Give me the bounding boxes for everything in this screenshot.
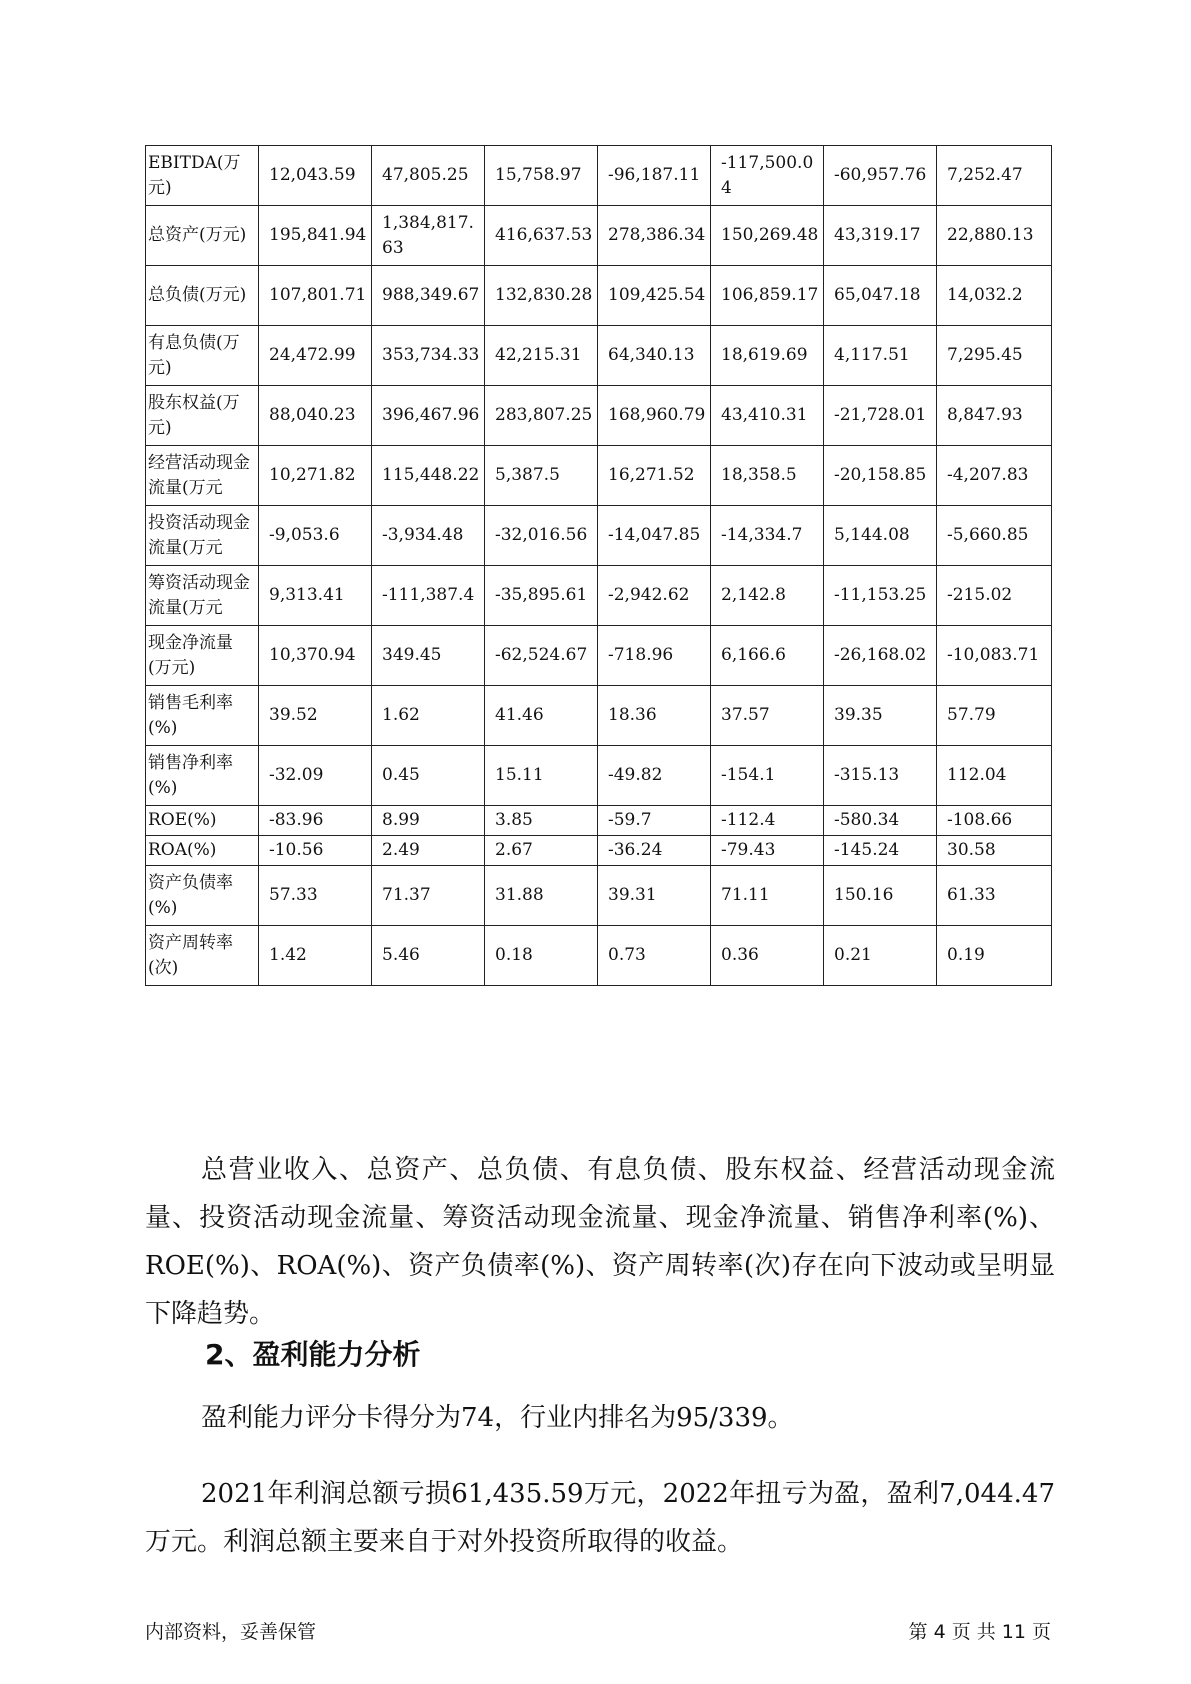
table-cell: -14,334.7 xyxy=(711,506,824,566)
table-cell: 2.49 xyxy=(372,836,485,866)
table-cell: 4,117.51 xyxy=(824,326,937,386)
profit-paragraph: 2021年利润总额亏损61,435.59万元，2022年扭亏为盈，盈利7,044.47万元。利润总额主要来自于对外投资所取得的收益。 xyxy=(145,1479,1055,1557)
table-cell: 115,448.22 xyxy=(372,446,485,506)
table-cell: -4,207.83 xyxy=(937,446,1052,506)
table-cell: -62,524.67 xyxy=(485,626,598,686)
table-cell: -145.24 xyxy=(824,836,937,866)
row-label: EBITDA(万元) xyxy=(146,146,259,206)
table-row xyxy=(146,836,1052,866)
section-heading: 2、盈利能力分析 xyxy=(205,1338,421,1371)
table-cell: 2.67 xyxy=(485,836,598,866)
table-cell: 416,637.53 xyxy=(485,206,598,266)
table-cell: -60,957.76 xyxy=(824,146,937,206)
table-cell: 278,386.34 xyxy=(598,206,711,266)
table-cell: -108.66 xyxy=(937,806,1052,836)
table-cell: 283,807.25 xyxy=(485,386,598,446)
table-cell: 7,252.47 xyxy=(937,146,1052,206)
table-cell: 10,271.82 xyxy=(259,446,372,506)
table-cell: 12,043.59 xyxy=(259,146,372,206)
table-cell: -49.82 xyxy=(598,746,711,806)
table-cell: -11,153.25 xyxy=(824,566,937,626)
table-row xyxy=(146,266,1052,326)
table-cell: -10.56 xyxy=(259,836,372,866)
table-cell: 988,349.67 xyxy=(372,266,485,326)
table-cell: 43,319.17 xyxy=(824,206,937,266)
row-label: 总资产(万元) xyxy=(146,206,259,266)
table-cell: 353,734.33 xyxy=(372,326,485,386)
table-cell: -9,053.6 xyxy=(259,506,372,566)
table-cell: -580.34 xyxy=(824,806,937,836)
table-row xyxy=(146,506,1052,566)
table-cell: 22,880.13 xyxy=(937,206,1052,266)
table-cell: 5,144.08 xyxy=(824,506,937,566)
table-cell: -154.1 xyxy=(711,746,824,806)
table-cell: 8,847.93 xyxy=(937,386,1052,446)
table-cell: 0.36 xyxy=(711,926,824,986)
table-cell: -5,660.85 xyxy=(937,506,1052,566)
table-cell: -59.7 xyxy=(598,806,711,836)
table-cell: 64,340.13 xyxy=(598,326,711,386)
table-cell: -35,895.61 xyxy=(485,566,598,626)
table-cell: -83.96 xyxy=(259,806,372,836)
table-cell: 88,040.23 xyxy=(259,386,372,446)
table-cell: 71.37 xyxy=(372,866,485,926)
table-cell: 1,384,817.63 xyxy=(372,206,485,266)
table-row xyxy=(146,866,1052,926)
table-cell: 109,425.54 xyxy=(598,266,711,326)
table-cell: 10,370.94 xyxy=(259,626,372,686)
table-cell: 0.45 xyxy=(372,746,485,806)
table-cell: -3,934.48 xyxy=(372,506,485,566)
table-cell: 39.35 xyxy=(824,686,937,746)
table-cell: 1.62 xyxy=(372,686,485,746)
table-cell: 24,472.99 xyxy=(259,326,372,386)
row-label: ROA(%) xyxy=(146,836,259,866)
table-cell: 107,801.71 xyxy=(259,266,372,326)
table-cell: 6,166.6 xyxy=(711,626,824,686)
table-cell: -96,187.11 xyxy=(598,146,711,206)
table-cell: 39.52 xyxy=(259,686,372,746)
table-cell: 0.73 xyxy=(598,926,711,986)
table-cell: -215.02 xyxy=(937,566,1052,626)
table-cell: 349.45 xyxy=(372,626,485,686)
table-cell: -26,168.02 xyxy=(824,626,937,686)
row-label: 资产负债率(%) xyxy=(146,866,259,926)
table-cell: 16,271.52 xyxy=(598,446,711,506)
table-cell: -79.43 xyxy=(711,836,824,866)
table-row xyxy=(146,326,1052,386)
table-cell: 1.42 xyxy=(259,926,372,986)
table-row xyxy=(146,206,1052,266)
table-cell: -112.4 xyxy=(711,806,824,836)
table-row xyxy=(146,806,1052,836)
table-cell: 7,295.45 xyxy=(937,326,1052,386)
row-label: 经营活动现金流量(万元 xyxy=(146,446,259,506)
table-cell: 47,805.25 xyxy=(372,146,485,206)
table-cell: -32,016.56 xyxy=(485,506,598,566)
table-cell: 112.04 xyxy=(937,746,1052,806)
table-cell: 65,047.18 xyxy=(824,266,937,326)
row-label: 投资活动现金流量(万元 xyxy=(146,506,259,566)
table-cell: -20,158.85 xyxy=(824,446,937,506)
row-label: 总负债(万元) xyxy=(146,266,259,326)
table-cell: 9,313.41 xyxy=(259,566,372,626)
table-row xyxy=(146,566,1052,626)
table-row xyxy=(146,926,1052,986)
row-label: ROE(%) xyxy=(146,806,259,836)
table-cell: 18.36 xyxy=(598,686,711,746)
table-cell: -10,083.71 xyxy=(937,626,1052,686)
table-cell: -111,387.4 xyxy=(372,566,485,626)
table-cell: -21,728.01 xyxy=(824,386,937,446)
table-cell: 5.46 xyxy=(372,926,485,986)
table-cell: -32.09 xyxy=(259,746,372,806)
row-label: 现金净流量(万元) xyxy=(146,626,259,686)
table-cell: -718.96 xyxy=(598,626,711,686)
table-cell: 61.33 xyxy=(937,866,1052,926)
table-cell: 18,619.69 xyxy=(711,326,824,386)
row-label: 资产周转率(次) xyxy=(146,926,259,986)
table-cell: 132,830.28 xyxy=(485,266,598,326)
table-cell: 15.11 xyxy=(485,746,598,806)
table-cell: 41.46 xyxy=(485,686,598,746)
table-row xyxy=(146,746,1052,806)
table-cell: 168,960.79 xyxy=(598,386,711,446)
row-label: 筹资活动现金流量(万元 xyxy=(146,566,259,626)
row-label: 股东权益(万元) xyxy=(146,386,259,446)
footer-page-number: 第 4 页 共 11 页 xyxy=(908,1621,1051,1643)
table-cell: -14,047.85 xyxy=(598,506,711,566)
table-cell: 42,215.31 xyxy=(485,326,598,386)
table-row xyxy=(146,386,1052,446)
table-cell: 31.88 xyxy=(485,866,598,926)
table-row xyxy=(146,446,1052,506)
table-cell: 195,841.94 xyxy=(259,206,372,266)
table-cell: 0.19 xyxy=(937,926,1052,986)
table-cell: 5,387.5 xyxy=(485,446,598,506)
table-cell: 0.21 xyxy=(824,926,937,986)
table-cell: 57.79 xyxy=(937,686,1052,746)
table-cell: 8.99 xyxy=(372,806,485,836)
row-label: 销售毛利率(%) xyxy=(146,686,259,746)
footer-confidential: 内部资料，妥善保管 xyxy=(145,1621,317,1643)
table-cell: 15,758.97 xyxy=(485,146,598,206)
table-cell: 106,859.17 xyxy=(711,266,824,326)
table-row xyxy=(146,146,1052,206)
table-cell: 3.85 xyxy=(485,806,598,836)
row-label: 有息负债(万元) xyxy=(146,326,259,386)
table-cell: -117,500.04 xyxy=(711,146,824,206)
row-label: 销售净利率(%) xyxy=(146,746,259,806)
table-cell: 150.16 xyxy=(824,866,937,926)
table-row xyxy=(146,686,1052,746)
table-cell: 14,032.2 xyxy=(937,266,1052,326)
table-cell: 71.11 xyxy=(711,866,824,926)
table-cell: 18,358.5 xyxy=(711,446,824,506)
table-cell: 396,467.96 xyxy=(372,386,485,446)
table-cell: 30.58 xyxy=(937,836,1052,866)
financial-table xyxy=(145,145,1052,986)
table-cell: -2,942.62 xyxy=(598,566,711,626)
table-cell: 37.57 xyxy=(711,686,824,746)
table-cell: -36.24 xyxy=(598,836,711,866)
summary-paragraph: 总营业收入、总资产、总负债、有息负债、股东权益、经营活动现金流量、投资活动现金流量、筹资活动现金流量、现金净流量、销售净利率(%)、ROE(%)、ROA(%)、资产负债率(%)、资产周转率(次)存在向下波动或呈明显下降趋势。 xyxy=(145,1155,1055,1329)
table-cell: 43,410.31 xyxy=(711,386,824,446)
table-row xyxy=(146,626,1052,686)
table-cell: 2,142.8 xyxy=(711,566,824,626)
table-cell: -315.13 xyxy=(824,746,937,806)
score-paragraph: 盈利能力评分卡得分为74，行业内排名为95/339。 xyxy=(201,1403,794,1433)
table-cell: 150,269.48 xyxy=(711,206,824,266)
table-cell: 0.18 xyxy=(485,926,598,986)
table-cell: 39.31 xyxy=(598,866,711,926)
table-cell: 57.33 xyxy=(259,866,372,926)
